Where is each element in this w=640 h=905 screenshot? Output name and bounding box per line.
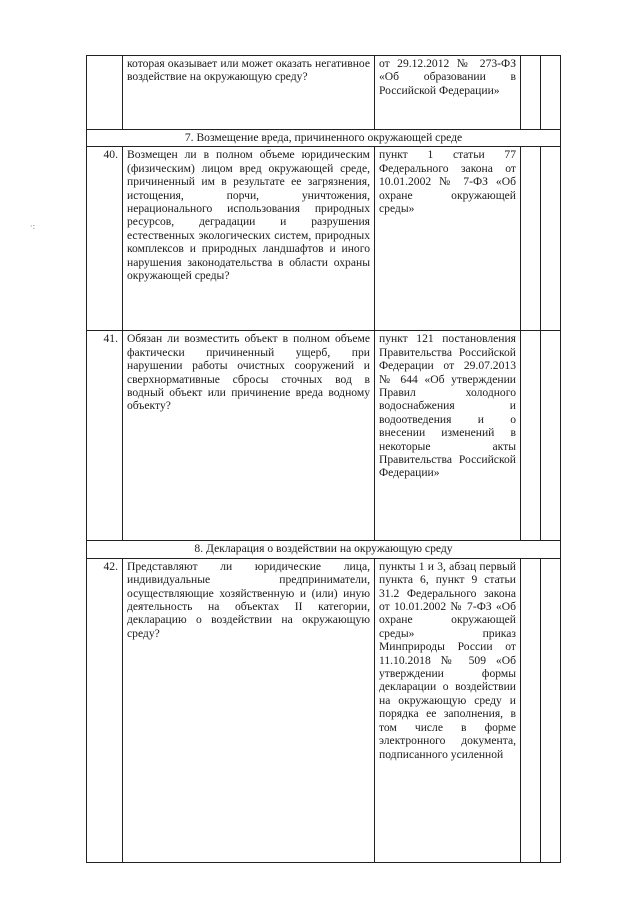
question-cell: Представляют ли юридические лица, индивидуальные предприниматели, осуществляющие хозяйственную и (или) иную деятельность на объектах II категории, декларацию о воздействии на окружающую среду? (123, 558, 375, 862)
answer-cell-no (541, 558, 561, 862)
section-title: 8. Декларация о воздействии на окружающую среду (87, 541, 561, 558)
reference-cell: пункт 1 статьи 77 Федерального закона от 10.01.2002 № 7-ФЗ «Об охране окружающей среды» (375, 147, 521, 331)
row-number: 40. (87, 147, 123, 331)
answer-cell-no (541, 331, 561, 541)
row-number: 41. (87, 331, 123, 541)
question-cell: Обязан ли возместить объект в полном объеме фактически причиненный ущерб, при нарушении работы очистных сооружений и сверхнормативные сбросы сточных вод в водный объект или причинение вреда водному объекту? (123, 331, 375, 541)
row-number (87, 56, 123, 130)
table-row (87, 147, 561, 331)
reference-cell: пункт 121 постановления Правительства Российской Федерации от 29.07.2013 № 644 «Об утверждении Правил холодного водоснабжения и водоотведения и о внесении изменений в некоторые акты Правительства Российской Федерации» (375, 331, 521, 541)
table-row (87, 331, 561, 541)
table-row (87, 558, 561, 862)
reference-cell: пункты 1 и 3, абзац первый пункта 6, пункт 9 статьи 31.2 Федерального закона от 10.01.2002 № 7-ФЗ «Об охране окружающей среды» приказ Минприроды России от 11.10.2018 № 509 «Об утверждении формы декларации о воздействии на окружающую среду и порядка ее заполнения, в том числе в форме электронного документа, подписанного усиленной (375, 558, 521, 862)
answer-cell-yes (521, 331, 541, 541)
reference-cell: от 29.12.2012 № 273-ФЗ «Об образовании в Российской Федерации» (375, 56, 521, 130)
row-number: 42. (87, 558, 123, 862)
answer-cell-yes (521, 147, 541, 331)
section-row (87, 541, 561, 558)
margin-mark: ·: (30, 222, 36, 231)
answer-cell-no (541, 56, 561, 130)
answer-cell-yes (521, 558, 541, 862)
question-cell: которая оказывает или может оказать негативное воздействие на окружающую среду? (123, 56, 375, 130)
answer-cell-yes (521, 56, 541, 130)
checklist-table (86, 55, 561, 863)
section-title: 7. Возмещение вреда, причиненного окружающей среде (87, 130, 561, 147)
table-row (87, 56, 561, 130)
question-cell: Возмещен ли в полном объеме юридическим (физическим) лицом вред окружающей среде, причиненный им в результате ее загрязнения, истощения, порчи, уничтожения, нерационального использования природных ресурсов, деградации и разрушения естественных экологических систем, природных комплексов и природных ландшафтов и иного нарушения законодательства в области охраны окружающей среды? (123, 147, 375, 331)
answer-cell-no (541, 147, 561, 331)
section-row (87, 130, 561, 147)
